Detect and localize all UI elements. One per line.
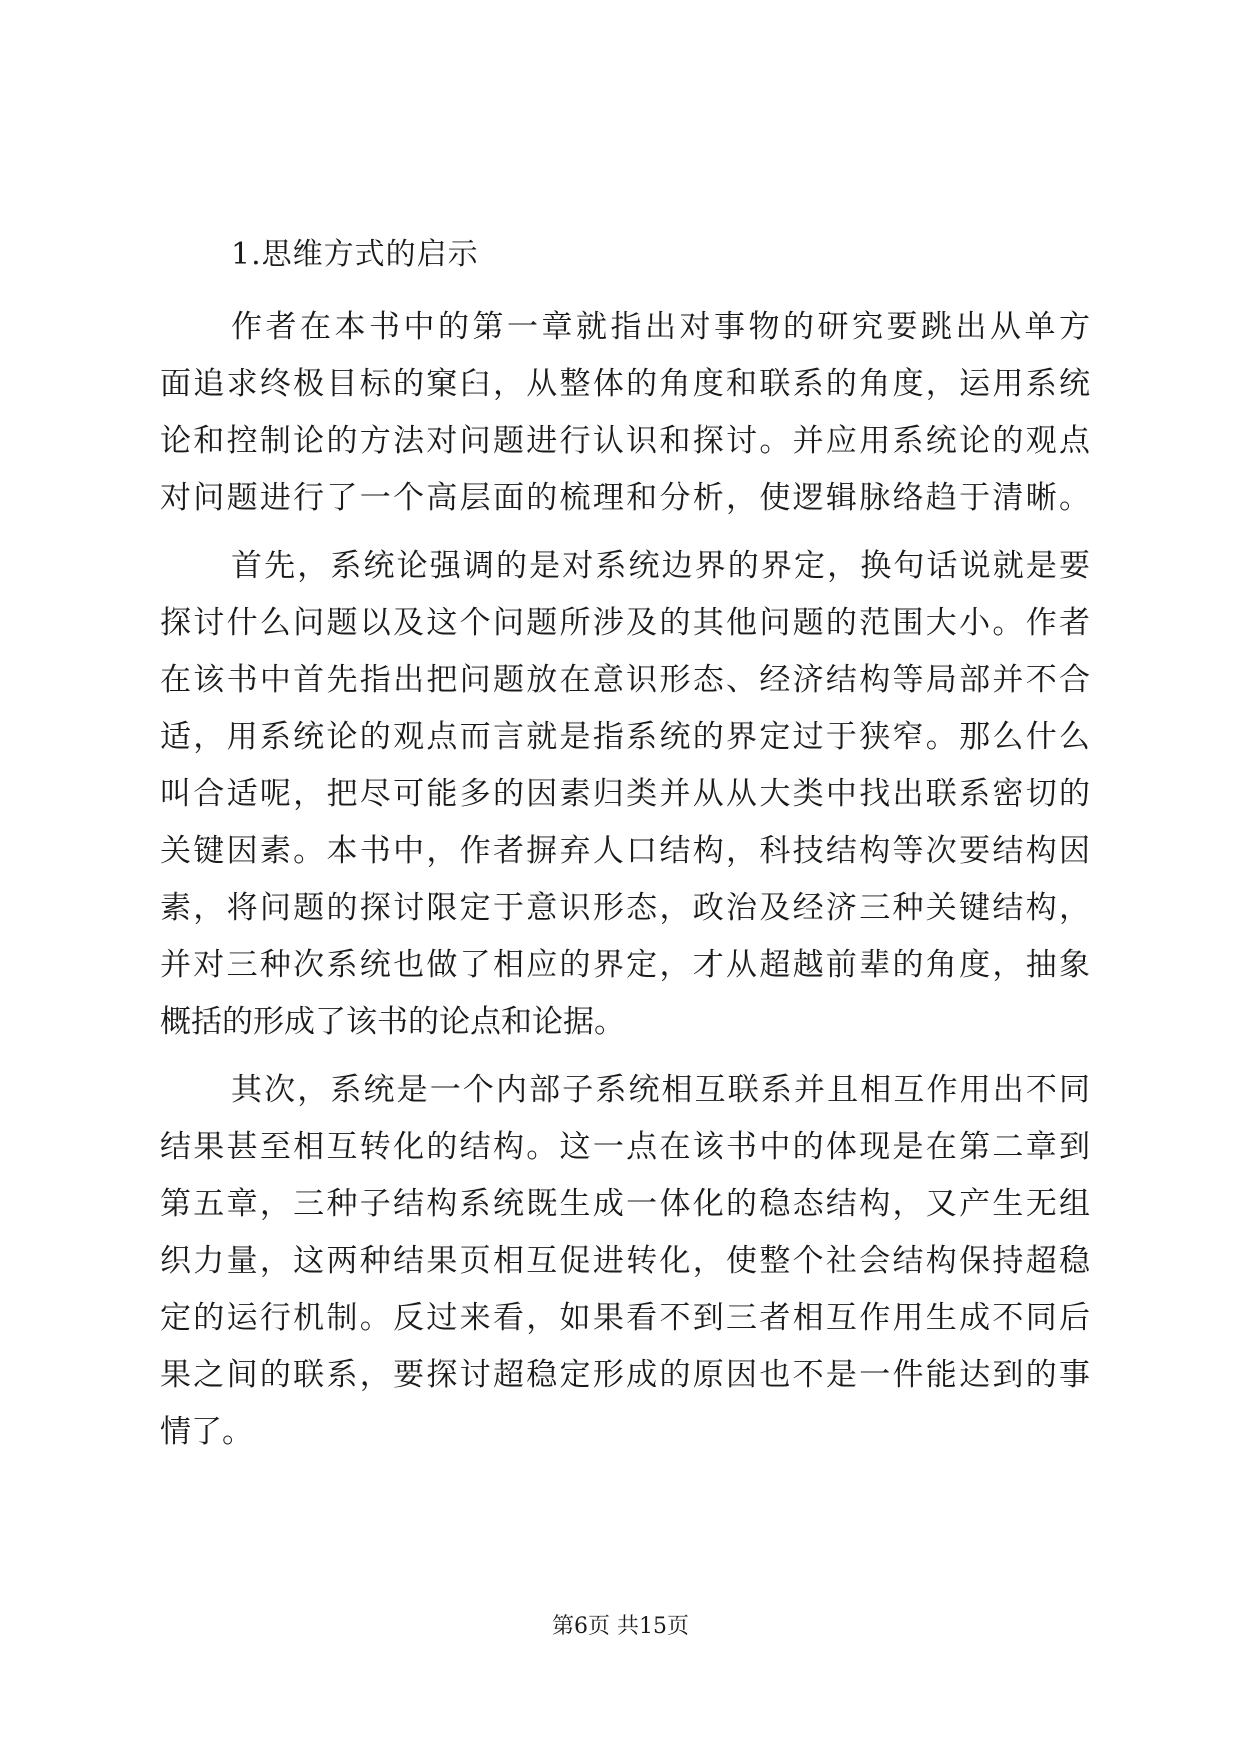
paragraph-3-line-4: 织力量，这两种结果页相互促进转化，使整个社会结构保持超稳 — [160, 1243, 1090, 1279]
paragraph-2-line-7: 素，将问题的探讨限定于意识形态，政治及经济三种关键结构， — [160, 890, 1090, 926]
paragraph-2-line-6: 关键因素。本书中，作者摒弃人口结构，科技结构等次要结构因 — [160, 833, 1090, 869]
paragraph-2-line-2: 探讨什么问题以及这个问题所涉及的其他问题的范围大小。作者 — [160, 605, 1090, 641]
paragraph-3-line-7: 情了。 — [160, 1414, 253, 1450]
paragraph-3-line-2: 结果甚至相互转化的结构。这一点在该书中的体现是在第二章到 — [160, 1129, 1090, 1165]
paragraph-1-line-3: 论和控制论的方法对问题进行认识和探讨。并应用系统论的观点 — [160, 423, 1090, 459]
paragraph-2-line-9: 概括的形成了该书的论点和论据。 — [160, 1004, 625, 1040]
paragraph-1-line-4: 对问题进行了一个高层面的梳理和分析，使逻辑脉络趋于清晰。 — [160, 480, 1090, 516]
paragraph-3-line-1: 其次，系统是一个内部子系统相互联系并且相互作用出不同 — [231, 1072, 1090, 1108]
paragraph-2-line-3: 在该书中首先指出把问题放在意识形态、经济结构等局部并不合 — [160, 662, 1090, 698]
paragraph-2-line-5: 叫合适呢，把尽可能多的因素归类并从从大类中找出联系密切的 — [160, 776, 1090, 812]
paragraph-2-line-4: 适，用系统论的观点而言就是指系统的界定过于狭窄。那么什么 — [160, 719, 1090, 755]
paragraph-3-line-6: 果之间的联系，要探讨超稳定形成的原因也不是一件能达到的事 — [160, 1357, 1090, 1393]
paragraph-3-line-3: 第五章，三种子结构系统既生成一体化的稳态结构，又产生无组 — [160, 1186, 1090, 1222]
page-number-footer: 第6页 共15页 — [552, 1614, 689, 1639]
paragraph-2-line-1: 首先，系统论强调的是对系统边界的界定，换句话说就是要 — [231, 548, 1090, 584]
paragraph-1-line-1: 作者在本书中的第一章就指出对事物的研究要跳出从单方 — [231, 309, 1090, 345]
paragraph-3-line-5: 定的运行机制。反过来看，如果看不到三者相互作用生成不同后 — [160, 1300, 1090, 1336]
section-heading: 1.思维方式的启示 — [231, 237, 479, 272]
paragraph-1-line-2: 面追求终极目标的窠臼，从整体的角度和联系的角度，运用系统 — [160, 366, 1090, 402]
paragraph-2-line-8: 并对三种次系统也做了相应的界定，才从超越前辈的角度，抽象 — [160, 947, 1090, 983]
